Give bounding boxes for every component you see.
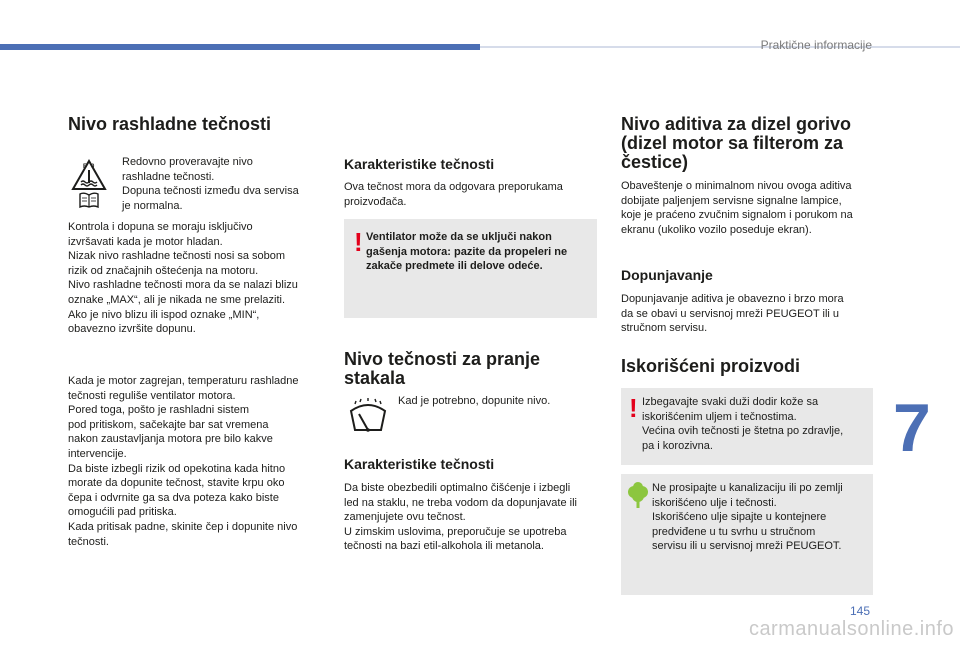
used-warning-box bbox=[621, 388, 873, 465]
coolant-title: Nivo rashladne tečnosti bbox=[68, 114, 272, 134]
svg-text:0: 0 bbox=[91, 164, 95, 170]
page-section-title: Praktične informacije bbox=[760, 38, 872, 52]
washer-icon-note: Kad je potrebno, dopunite nivo. bbox=[398, 395, 551, 407]
svg-text:F: F bbox=[83, 164, 87, 170]
coolant-paragraph-2: Kada je motor zagrejan, temperaturu rashladne tečnosti reguliše ventilator motora. Pored toga, pošto je rashladni sistem pod pritiskom, sačekajte bar sat vremena nakon zaustavljanja motora pre bilo kakve intervencije. Da biste izbegli rizik od opekotina kada hitno morate da dopunite tečnost, stavite krpu oko čepa i odvrnite ga sa dva poteza kako biste omogućili pad pritiska. Kada pritisak padne, skinite čep i dopunite nivo tečnosti. bbox=[68, 375, 299, 548]
washer-title: Nivo tečnosti za pranje stakala bbox=[344, 349, 541, 388]
warning-exclamation-icon: ! bbox=[629, 393, 638, 423]
header-accent-bar bbox=[0, 44, 480, 50]
diesel-additive-title: Nivo aditiva za dizel gorivo (dizel motor sa filterom za čestice) bbox=[621, 114, 852, 172]
washer-specs-title: Karakteristike tečnosti bbox=[344, 456, 495, 472]
coolant-icon-note: Redovno proveravajte nivo rashladne tečnosti. Dopuna tečnosti između dva servisa je normalna. bbox=[122, 156, 299, 212]
page-number: 145 bbox=[849, 604, 870, 618]
refill-text: Dopunjavanje aditiva je obavezno i brzo mora da se obavi u servisnoj mreži PEUGEOT ili u stručnom servisu. bbox=[621, 293, 844, 335]
chapter-number: 7 bbox=[893, 390, 931, 466]
manual-book-icon bbox=[79, 192, 99, 208]
warning-exclamation-icon: ! bbox=[354, 227, 363, 257]
coolant-paragraph-1: Kontrola i dopuna se moraju isključivo izvršavati kada je motor hladan. Nizak nivo rashladne tečnosti nosi sa sobom rizik od značajnih oštećenja na motoru. Nivo rashladne tečnosti mora da se nalazi blizu oznake „MAX“, ali je nikada ne sme prelaziti. Ako je nivo blizu ili ispod oznake „MIN“, obavezno izvršite dopunu. bbox=[68, 221, 298, 336]
watermark: carmanualsonline.info bbox=[748, 618, 954, 640]
coolant-warning-icon bbox=[70, 158, 108, 192]
used-products-title: Iskorišćeni proizvodi bbox=[621, 356, 801, 376]
used-warning-text: Izbegavajte svaki duži dodir kože sa iskorišćenim uljem i tečnostima. Većina ovih tečnosti je štetna po zdravlje, pa i korozivna. bbox=[642, 396, 844, 452]
washer-specs-text: Da biste obezbedili optimalno čišćenje i izbegli led na staklu, ne treba vodom da dopunjavate ili zamenjujete ovu tečnost. U zimskim uslovima, preporučuje se upotreba tečnosti na bazi etil-alkohola ili metanola. bbox=[344, 482, 577, 553]
fan-warning-box bbox=[344, 219, 597, 318]
header-divider bbox=[480, 46, 960, 48]
eco-tree-icon bbox=[626, 482, 650, 510]
fan-warning-text: Ventilator može da se uključi nakon gašenja motora: pazite da propeleri ne zakače predmete ili delove odeće. bbox=[366, 231, 568, 273]
eco-note-box bbox=[621, 474, 873, 595]
refill-title: Dopunjavanje bbox=[621, 267, 713, 283]
coolant-specs-title: Karakteristike tečnosti bbox=[344, 156, 495, 172]
coolant-specs-text: Ova tečnost mora da odgovara preporukama proizvođača. bbox=[344, 181, 563, 208]
diesel-additive-text: Obaveštenje o minimalnom nivou ovoga aditiva dobijate paljenjem servisne signalne lampice, koje je praćeno zvučnim signalom i porukom na ekranu (ukoliko vozilo poseduje ekran). bbox=[621, 180, 853, 236]
eco-note-text: Ne prosipajte u kanalizaciju ili po zemlji iskorišćeno ulje i tečnosti. Iskorišćeno ulje sipajte u kontejnere predviđene u tu svrhu u stručnom servisu ili u servisnoj mreži PEUGEOT. bbox=[652, 482, 843, 553]
washer-fluid-icon bbox=[348, 397, 388, 433]
